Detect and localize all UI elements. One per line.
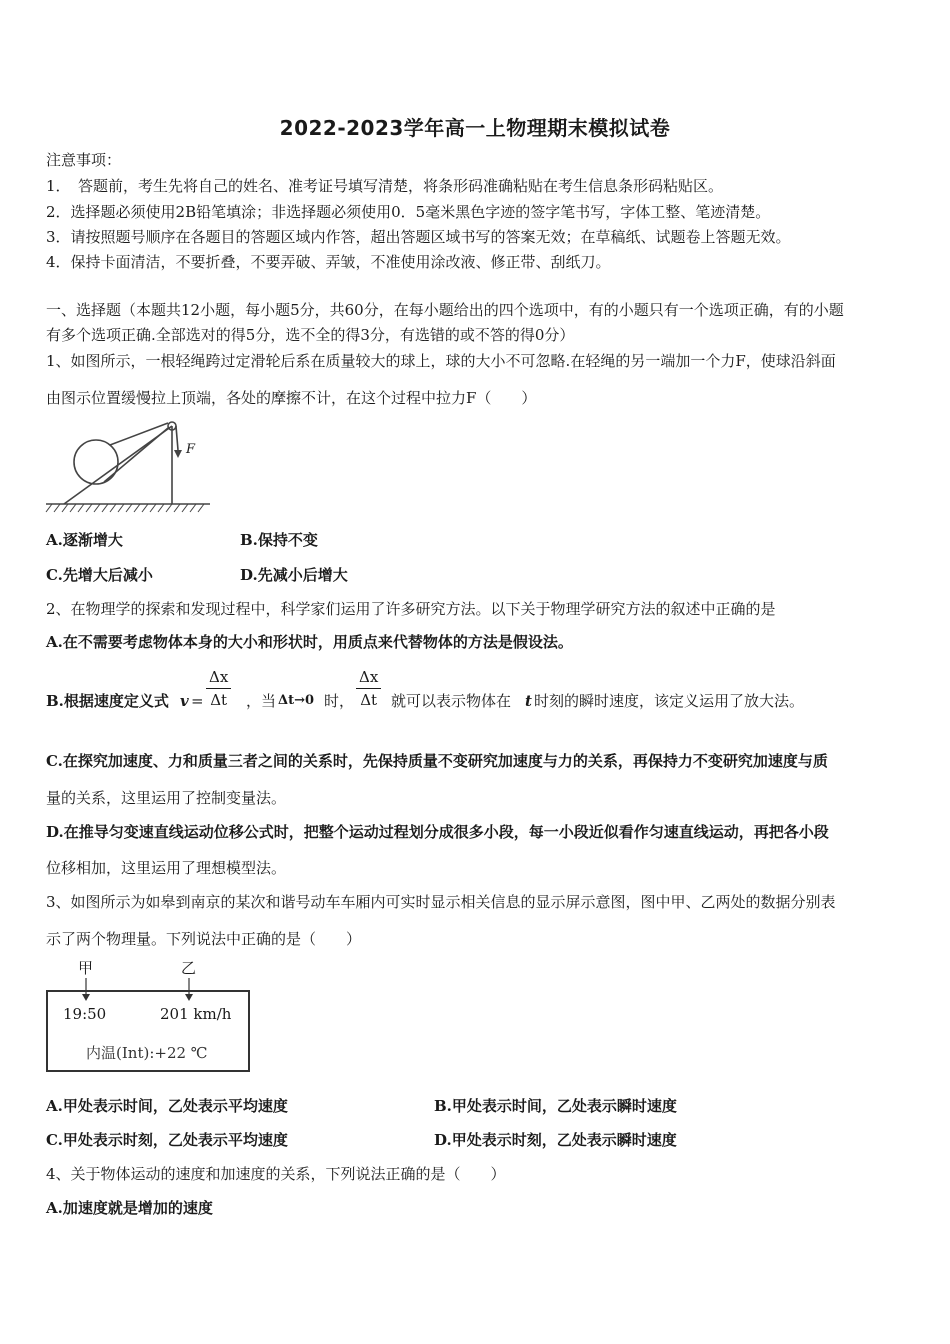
q3-option-a: A.甲处表示时间，乙处表示平均速度 — [46, 1097, 288, 1115]
q1-option-c: C.先增大后减小 — [46, 566, 153, 584]
page-title: 2022-2023学年高一上物理期末模拟试卷 — [279, 116, 671, 140]
fraction-denominator: Δt — [210, 691, 228, 709]
q3-label-jia: 甲 — [78, 959, 94, 977]
q2-option-c-line-2: 量的关系，这里运用了控制变量法。 — [46, 789, 287, 807]
q3-option-c: C.甲处表示时刻，乙处表示平均速度 — [46, 1131, 288, 1149]
q1-option-d: D.先减小后增大 — [240, 566, 348, 584]
notice-heading: 注意事项： — [46, 151, 122, 169]
section-instruction-line-1: 一、选择题（本题共12小题，每小题5分，共60分，在每小题给出的四个选项中，有的小题只有一个选项正确，有的小题 — [46, 301, 844, 319]
fraction-numerator: Δx — [209, 668, 229, 686]
q1-option-b: B.保持不变 — [240, 531, 318, 549]
q2-option-d-line-1: D.在推导匀变速直线运动位移公式时，把整个运动过程划分成很多小段，每一小段近似看作匀速直线运动，再把各小段 — [46, 823, 829, 841]
q3-label-yi: 乙 — [181, 959, 197, 977]
q1-stem-line-2: 由图示位置缓慢拉上顶端，各处的摩擦不计，在这个过程中拉力F（ ） — [46, 389, 537, 407]
q3-stem-line-2: 示了两个物理量。下列说法中正确的是（ ） — [46, 930, 362, 948]
q2-option-b-condition: Δt→0 — [278, 693, 315, 708]
q2-option-b-end: 时刻的瞬时速度，该定义运用了放大法。 — [534, 692, 805, 710]
q2-option-a: A.在不需要考虑物体本身的大小和形状时，用质点来代替物体的方法是假设法。 — [46, 633, 573, 651]
q2-option-b-var-v: v — [180, 692, 189, 710]
q2-fraction-1 — [206, 668, 231, 709]
q3-option-b: B.甲处表示时间，乙处表示瞬时速度 — [434, 1097, 677, 1115]
q2-option-b-shi: 时， — [324, 692, 355, 710]
q2-option-b-prefix: B.根据速度定义式 — [46, 692, 169, 710]
q3-display-speed: 201 km/h — [160, 1005, 232, 1023]
q3-display-temperature: 内温(Int):+22 ℃ — [86, 1044, 208, 1062]
notice-item-4: 4．保持卡面清洁，不要折叠，不要弄破、弄皱，不准使用涂改液、修正带、刮纸刀。 — [46, 253, 611, 271]
q1-incline-pulley-figure — [44, 418, 214, 518]
q1-stem-line-1: 1、如图所示，一根轻绳跨过定滑轮后系在质量较大的球上，球的大小不可忽略.在轻绳的另一端加一个力F，使球沿斜面 — [46, 352, 836, 370]
fraction-denominator: Δt — [360, 691, 378, 709]
q1-force-label: F — [186, 442, 196, 457]
q2-stem: 2、在物理学的探索和发现过程中，科学家们运用了许多研究方法。以下关于物理学研究方法的叙述中正确的是 — [46, 600, 776, 618]
q2-option-b-when: ，当 — [246, 692, 277, 710]
fraction-bar — [356, 688, 381, 689]
notice-item-1: 1． 答题前，考生先将自己的姓名、准考证号填写清楚，将条形码准确粘贴在考生信息条形码粘贴区。 — [46, 177, 724, 195]
notice-item-2: 2．选择题必须使用2B铅笔填涂；非选择题必须使用0．5毫米黑色字迹的签字笔书写，字体工整、笔迹清楚。 — [46, 203, 771, 221]
q3-option-d: D.甲处表示时刻，乙处表示瞬时速度 — [434, 1131, 677, 1149]
q4-stem: 4、关于物体运动的速度和加速度的关系，下列说法正确的是（ ） — [46, 1165, 506, 1183]
q2-option-b-suffix: 就可以表示物体在 — [391, 692, 512, 710]
q2-option-d-line-2: 位移相加，这里运用了理想模型法。 — [46, 859, 287, 877]
q2-option-c-line-1: C.在探究加速度、力和质量三者之间的关系时，先保持质量不变研究加速度与力的关系，再保持力不变研究加速度与质 — [46, 752, 828, 770]
q3-stem-line-1: 3、如图所示为如皋到南京的某次和谐号动车车厢内可实时显示相关信息的显示屏示意图，图中甲、乙两处的数据分别表 — [46, 893, 836, 911]
q3-display-time: 19:50 — [63, 1005, 107, 1023]
fraction-bar — [206, 688, 231, 689]
q2-option-b-var-t: t — [525, 692, 532, 710]
q2-option-b-equals: = — [191, 692, 204, 710]
q2-fraction-2 — [356, 668, 381, 709]
fraction-numerator: Δx — [359, 668, 379, 686]
section-instruction-line-2: 有多个选项正确.全部选对的得5分，选不全的得3分，有选错的或不答的得0分） — [46, 326, 575, 344]
q1-option-a: A.逐渐增大 — [46, 531, 123, 549]
q4-option-a: A.加速度就是增加的速度 — [46, 1199, 213, 1217]
notice-item-3: 3．请按照题号顺序在各题目的答题区域内作答，超出答题区域书写的答案无效；在草稿纸、试题卷上答题无效。 — [46, 228, 791, 246]
